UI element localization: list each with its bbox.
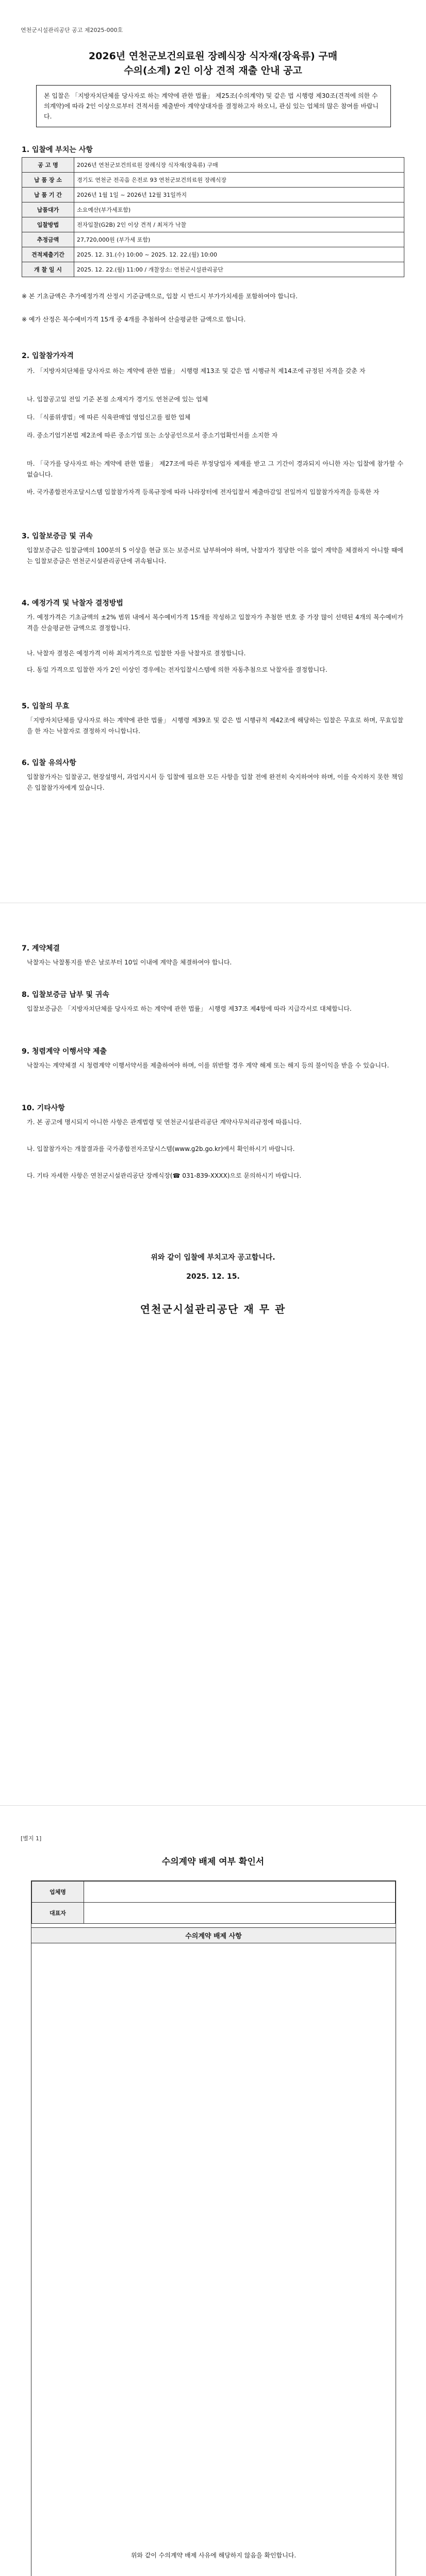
intro-text: 본 입찰은 「지방자치단체를 당사자로 하는 계약에 관한 법률」 제25조(수의계약) 및 같은 법 시행령 제30조(견적에 의한 수의계약)에 따라 2인 이상으로부터 견적서를 제출받아 계약상대자를 결정하고자 하오니, 관심 있는 업체의 많은 참여를 바랍니다. xyxy=(44,92,379,120)
rep-label: 대표자 xyxy=(32,1903,84,1924)
section2-item-f: 바. 국가종합전자조달시스템 입찰참가자격 등록규정에 따라 나라장터에 전자입찰서 제출마감일 전일까지 입찰참가자격을 등록한 자 xyxy=(27,488,380,496)
bid-info-label: 납 품 기 간 xyxy=(22,188,74,202)
section5-heading: 5. 입찰의 무효 xyxy=(22,702,70,710)
bid-info-label: 추정금액 xyxy=(22,232,74,247)
bid-info-label: 공 고 명 xyxy=(22,158,74,173)
section1-heading: 1. 입찰에 부치는 사항 xyxy=(22,146,93,154)
bid-info-row xyxy=(22,247,404,262)
section4-item-c: 다. 동일 가격으로 입찰한 자가 2인 이상인 경우에는 전자입찰시스템에 의한 자동추첨으로 낙찰자를 결정합니다. xyxy=(27,666,327,673)
section2-heading: 2. 입찰참가자격 xyxy=(22,352,74,360)
section9-body: 낙찰자는 계약체결 시 청렴계약 이행서약서를 제출하여야 하며, 이를 위반할 경우 계약 해제 또는 해지 등의 불이익을 받을 수 있습니다. xyxy=(27,1062,389,1069)
section2-item-c: 다. 「식품위생법」에 따른 식육판매업 영업신고를 필한 업체 xyxy=(27,414,191,421)
section8-heading: 8. 입찰보증금 납부 및 귀속 xyxy=(22,991,109,999)
section5-body: 「지방자치단체를 당사자로 하는 계약에 관한 법률」 시행령 제39조 및 같은 법 시행규칙 제42조에 해당하는 입찰은 무효로 하며, 무효입찰을 한 자는 낙찰자로 결정하지 아니합니다. xyxy=(27,717,403,735)
section2-item-d: 라. 중소기업기본법 제2조에 따른 중소기업 또는 소상공인으로서 중소기업확인서를 소지한 자 xyxy=(27,432,278,439)
issue-date: 2025. 12. 15. xyxy=(186,1273,240,1281)
bid-info-value: 2025. 12. 22.(월) 11:00 / 개찰장소: 연천군시설관리공단 xyxy=(74,262,404,277)
section4-item-b: 나. 낙찰자 결정은 예정가격 이하 최저가격으로 입찰한 자를 낙찰자로 결정합니다. xyxy=(27,650,246,657)
section4-item-a: 가. 예정가격은 기초금액의 ±2% 범위 내에서 복수예비가격 15개를 작성하고 입찰자가 추첨한 번호 중 가장 많이 선택된 4개의 복수예비가격을 산술평균한 금액으로 결정합니다. xyxy=(27,614,403,632)
issuer-name: 연천군시설관리공단 재 무 관 xyxy=(140,1303,286,1315)
company-value[interactable] xyxy=(84,1882,396,1903)
bid-info-row xyxy=(22,188,404,202)
page-title: 2026년 연천군보건의료원 장례식장 식자재(장육류) 구매 수의(소계) 2인 이상 견적 재출 안내 공고 xyxy=(88,50,338,76)
bid-info-value: 전자입찰(G2B) 2인 이상 견적 / 최저가 낙찰 xyxy=(74,217,404,232)
bid-info-value: 27,720,000원 (부가세 포함) xyxy=(74,232,404,247)
form-frame xyxy=(31,1880,396,2576)
bid-info-row xyxy=(22,232,404,247)
intro-box xyxy=(36,85,391,127)
bid-info-value: 소요예산(부가세포함) xyxy=(74,202,404,217)
page-divider xyxy=(0,1805,426,1806)
bid-info-row xyxy=(22,202,404,217)
form-label: [별지 1] xyxy=(21,1835,42,1842)
bid-info-label: 견적제출기간 xyxy=(22,247,74,262)
section3-heading: 3. 입찰보증금 및 귀속 xyxy=(22,532,93,540)
section8-body: 입찰보증금은 「지방자치단체를 당사자로 하는 계약에 관한 법률」 시행령 제37조 제4항에 따라 지급각서로 대체합니다. xyxy=(27,1005,352,1012)
bid-info-label: 개 찰 일 시 xyxy=(22,262,74,277)
doc-code: 연천군시설관리공단 공고 제2025-000호 xyxy=(21,27,123,33)
bid-info-row xyxy=(22,158,404,173)
bid-info-value: 2025. 12. 31.(수) 10:00 ~ 2025. 12. 22.(월) 10:00 xyxy=(74,247,404,262)
section3-body: 입찰보증금은 입찰금액의 100분의 5 이상을 현금 또는 보증서로 납부하여야 하며, 낙찰자가 정당한 이유 없이 계약을 체결하지 아니할 때에는 입찰보증금은 연천군시설관리공단에 귀속됩니다. xyxy=(27,547,403,565)
form-applicant-table xyxy=(31,1881,396,1924)
section2-item-e: 마. 「국가를 당사자로 하는 계약에 관한 법률」 제27조에 따른 부정당업자 제재를 받고 그 기간이 경과되지 아니한 자는 입찰에 참가할 수 없습니다. xyxy=(27,460,403,478)
section7-heading: 7. 계약체결 xyxy=(22,944,60,953)
bid-info-value: 2026년 연천군보건의료원 장례식장 식자재(장육류) 구매 xyxy=(74,158,404,173)
section4-heading: 4. 예정가격 및 낙찰자 결정방법 xyxy=(22,599,123,607)
bid-info-table xyxy=(22,157,404,277)
rep-value[interactable] xyxy=(84,1903,396,1924)
section6-body: 입찰참가자는 입찰공고, 현장설명서, 과업지시서 등 입찰에 필요한 모든 사항을 입찰 전에 완전히 숙지하여야 하며, 이를 숙지하지 못한 책임은 입찰참가자에게 있습니다. xyxy=(27,773,403,791)
section2-item-b: 나. 입찰공고일 전일 기준 본점 소재지가 경기도 연천군에 있는 업체 xyxy=(27,396,208,403)
bid-info-row xyxy=(22,173,404,188)
section10-item-a: 가. 본 공고에 명시되지 아니한 사항은 관계법령 및 연천군시설관리공단 계약사무처리규정에 따릅니다. xyxy=(27,1118,302,1126)
section2-item-a: 가. 「지방자치단체를 당사자로 하는 계약에 관한 법률」 시행령 제13조 및 같은 법 시행규칙 제14조에 규정된 자격을 갖춘 자 xyxy=(27,367,366,375)
bid-info-label: 납품대가 xyxy=(22,202,74,217)
bid-info-row xyxy=(22,262,404,277)
bid-info-label: 입찰방법 xyxy=(22,217,74,232)
section7-body: 낙찰자는 낙찰통지를 받은 날로부터 10일 이내에 계약을 체결하여야 합니다. xyxy=(27,959,232,966)
sign-line: 위와 같이 수의계약 배제 사유에 해당하지 않음을 확인합니다. xyxy=(130,2552,297,2559)
bid-info-value: 2026년 1월 1일 ~ 2026년 12월 31일까지 xyxy=(74,188,404,202)
section10-item-c: 다. 기타 자세한 사항은 연천군시설관리공단 장례식장(☎ 031-839-XXXX)으로 문의하시기 바랍니다. xyxy=(27,1172,302,1179)
section6-heading: 6. 입찰 유의사항 xyxy=(22,759,76,767)
form-title: 수의계약 배제 여부 확인서 xyxy=(161,1857,265,1867)
section9-heading: 9. 청렴계약 이행서약 제출 xyxy=(22,1047,107,1056)
closing-text: 위와 같이 입찰에 부치고자 공고합니다. xyxy=(151,1253,275,1262)
check-heading: 수의계약 배제 사항 xyxy=(31,1927,396,1943)
bid-info-row xyxy=(22,217,404,232)
section1-note-1: ※ 본 기초금액은 추가예정가격 산정시 기준금액으로, 입찰 시 반드시 부가가치세를 포함하여야 합니다. xyxy=(22,293,298,300)
company-label: 업체명 xyxy=(32,1882,84,1903)
bid-info-value: 경기도 연천군 전곡읍 은전로 93 연천군보건의료원 장례식장 xyxy=(74,173,404,188)
bid-info-label: 납 품 장 소 xyxy=(22,173,74,188)
section10-heading: 10. 기타사항 xyxy=(22,1104,65,1112)
section10-item-b: 나. 입찰참가자는 개찰결과를 국가종합전자조달시스템(www.g2b.go.kr)에서 확인하시기 바랍니다. xyxy=(27,1145,295,1153)
section1-note-2: ※ 예가 산정은 복수예비가격 15개 중 4개를 추첨하여 산술평균한 금액으로 합니다. xyxy=(22,316,246,323)
